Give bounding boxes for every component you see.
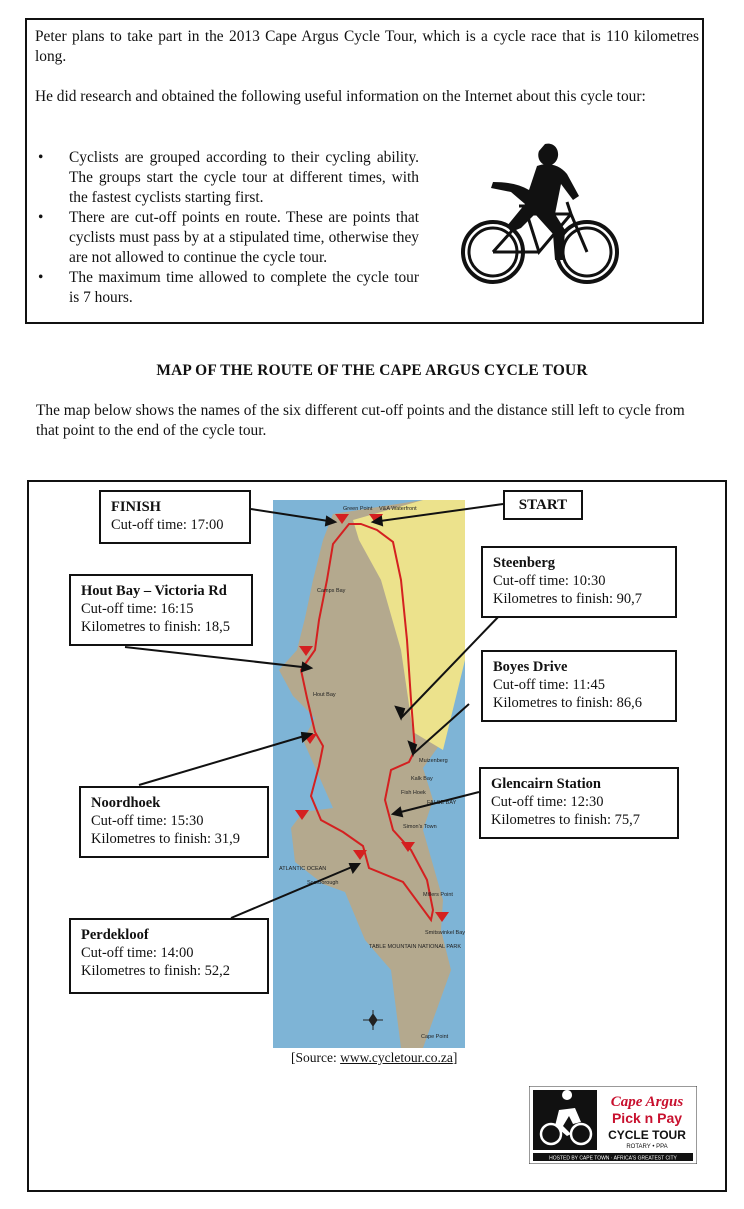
checkpoint-distance: Kilometres to finish: 86,6 — [493, 695, 643, 711]
map-label-scarborough: Scarborough — [307, 880, 339, 886]
checkpoint-name: Perdekloof — [81, 927, 149, 943]
checkpoint-finish — [99, 490, 251, 544]
map-label-cape-point: Cape Point — [421, 1034, 449, 1040]
info-bullet-list — [35, 148, 419, 308]
svg-text:CYCLE TOUR: CYCLE TOUR — [608, 1128, 686, 1142]
map-label-national-park: TABLE MOUNTAIN NATIONAL PARK — [369, 944, 461, 950]
checkpoint-cutoff: Cut-off time: 11:45 — [493, 677, 605, 693]
checkpoint-name: Glencairn Station — [491, 776, 601, 792]
map-heading: MAP OF THE ROUTE OF THE CAPE ARGUS CYCLE TOUR — [156, 362, 588, 379]
checkpoint-distance: Kilometres to finish: 52,2 — [81, 963, 231, 979]
bullet-icon: • — [38, 269, 44, 286]
checkpoint-perdekloof — [69, 918, 269, 994]
map-label-simons-town: Simon's Town — [403, 824, 437, 830]
checkpoint-hout-bay — [69, 574, 253, 646]
map-label-millers-point: Millers Point — [423, 892, 453, 898]
checkpoint-glencairn — [479, 767, 679, 839]
map-label-muizenberg: Muizenberg — [419, 758, 448, 764]
cyclist-silhouette-icon — [459, 140, 619, 290]
checkpoint-cutoff: Cut-off time: 14:00 — [81, 945, 194, 961]
svg-text:Pick n Pay: Pick n Pay — [611, 1110, 683, 1126]
checkpoint-distance: Kilometres to finish: 90,7 — [493, 591, 643, 607]
svg-text:Cape Argus: Cape Argus — [610, 1094, 684, 1110]
map-label-va-waterfront: V&A Waterfront — [379, 506, 417, 512]
checkpoint-name: Hout Bay – Victoria Rd — [81, 583, 227, 599]
checkpoint-cutoff: Cut-off time: 15:30 — [91, 813, 204, 829]
checkpoint-noordhoek — [79, 786, 269, 858]
svg-text:ROTARY • PPA: ROTARY • PPA — [626, 1144, 668, 1150]
checkpoint-cutoff: Cut-off time: 12:30 — [491, 794, 604, 810]
map-label-camps-bay: Camps Bay — [317, 588, 346, 594]
checkpoint-cutoff: Cut-off time: 17:00 — [111, 517, 224, 533]
map-label-green-point: Green Point — [343, 506, 373, 512]
source-link[interactable]: www.cycletour.co.za — [340, 1050, 453, 1065]
bullet-item: • The maximum time allowed to complete the cycle tour is 7 hours. — [38, 269, 419, 306]
map-label-false-bay: FALSE BAY — [427, 800, 457, 806]
checkpoint-name: FINISH — [111, 499, 161, 515]
checkpoint-boyes-drive — [481, 650, 677, 722]
checkpoint-cutoff: Cut-off time: 10:30 — [493, 573, 606, 589]
checkpoint-steenberg — [481, 546, 677, 618]
checkpoint-name: Boyes Drive — [493, 659, 568, 675]
intro-paragraph-2: He did research and obtained the following useful information on the Internet about this cycle tour: — [35, 88, 646, 105]
checkpoint-name: Noordhoek — [91, 795, 161, 811]
map-label-hout-bay: Hout Bay — [313, 692, 336, 698]
bullet-icon: • — [38, 149, 44, 166]
cape-argus-cycle-tour-logo — [529, 1086, 697, 1164]
bullet-item: • There are cut-off points en route. These are points that cyclists must pass by at a stipulated time, otherwise they are not allowed to continue the cycle tour. — [38, 209, 419, 266]
svg-text:HOSTED BY CAPE TOWN · AFRICA'S: HOSTED BY CAPE TOWN · AFRICA'S GREATEST CITY — [549, 1155, 677, 1162]
map-description: The map below shows the names of the six different cut-off points and the distance still left to cycle from that point to the end of the cycle tour. — [36, 402, 685, 439]
map-label-fish-hoek: Fish Hoek — [401, 790, 426, 796]
checkpoint-distance: Kilometres to finish: 31,9 — [91, 831, 241, 847]
bullet-icon: • — [38, 209, 44, 226]
bullet-item: • Cyclists are grouped according to their cycling ability. The groups start the cycle tour at different times, with the fastest cyclists starting first. — [38, 149, 419, 206]
checkpoint-distance: Kilometres to finish: 75,7 — [491, 812, 641, 828]
intro-paragraph-1: Peter plans to take part in the 2013 Cape Argus Cycle Tour, which is a cycle race that is 110 kilometres long. — [35, 28, 699, 65]
checkpoint-cutoff: Cut-off time: 16:15 — [81, 601, 194, 617]
checkpoint-start: START — [503, 490, 583, 520]
checkpoint-name: Steenberg — [493, 555, 556, 571]
map-frame — [27, 480, 727, 1192]
intro-box — [25, 18, 704, 324]
map-label-kalk-bay: Kalk Bay — [411, 776, 433, 782]
map-label-smitswinkel-bay: Smitswinkel Bay — [425, 930, 465, 936]
source-citation: [Source: www.cycletour.co.za] — [291, 1050, 458, 1065]
checkpoint-distance: Kilometres to finish: 18,5 — [81, 619, 231, 635]
map-label-atlantic-ocean: ATLANTIC OCEAN — [279, 866, 327, 872]
